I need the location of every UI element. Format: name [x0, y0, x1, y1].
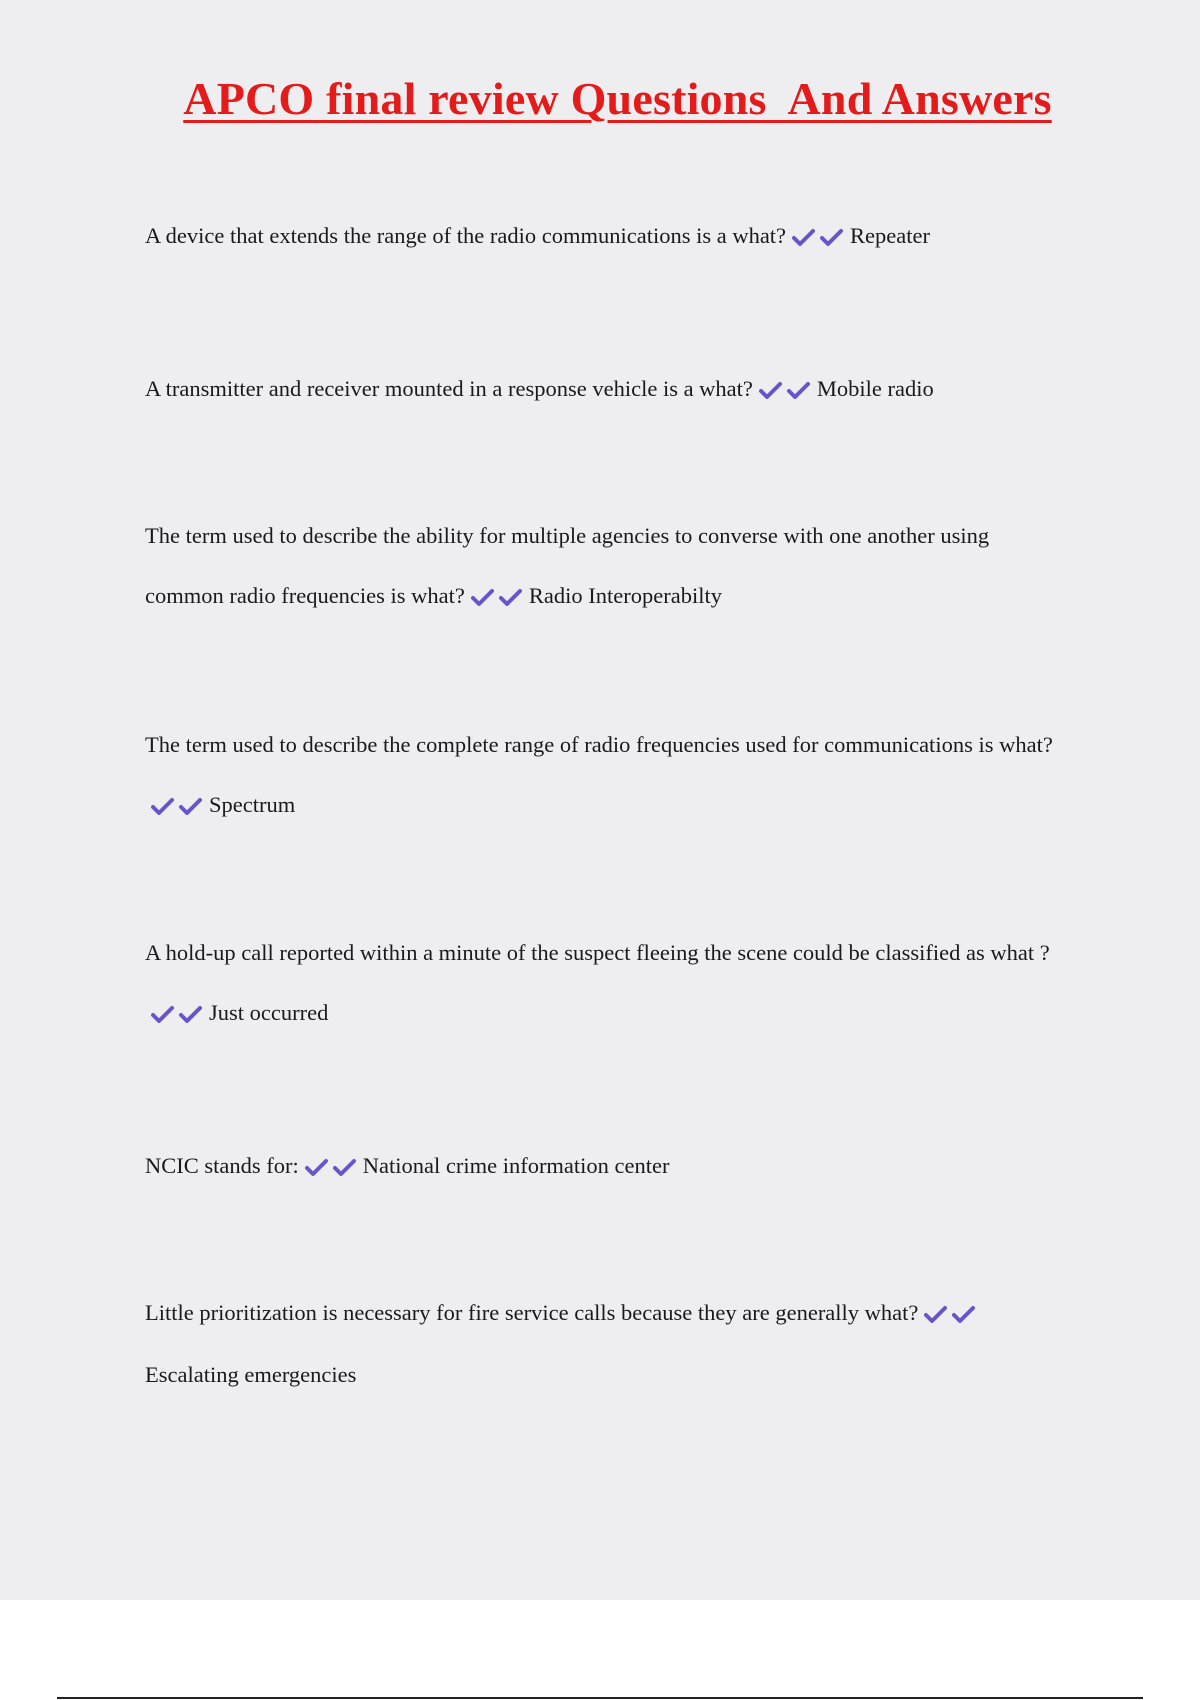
question-text: Little prioritization is necessary for fire service calls because they are generally what?: [145, 1300, 919, 1325]
question-text: NCIC stands for:: [145, 1153, 299, 1178]
answer-text: Escalating emergencies: [145, 1361, 357, 1387]
answer-text: National crime information center: [362, 1153, 670, 1178]
double-check-icon: [924, 1283, 980, 1343]
answer-text: Just occurred: [209, 1000, 329, 1025]
question-text: A hold-up call reported within a minute of the suspect fleeing the scene could be classified as what ?: [145, 940, 1050, 965]
qa-item: [145, 1136, 1065, 1198]
qa-item: [145, 715, 1065, 837]
answer-text: Radio Interoperabilty: [528, 583, 722, 608]
double-check-icon: [471, 566, 527, 626]
double-check-icon: [151, 983, 207, 1043]
answer-text: Repeater: [850, 223, 930, 248]
footer-divider: [57, 1697, 1143, 1699]
double-check-icon: [792, 206, 848, 266]
qa-item: [145, 359, 1065, 421]
question-text: A transmitter and receiver mounted in a response vehicle is a what?: [145, 376, 753, 401]
question-text: A device that extends the range of the radio communications is a what?: [145, 223, 787, 248]
question-text: The term used to describe the ability for multiple agencies to converse with one another using common radio frequencies is what?: [145, 523, 990, 608]
double-check-icon: [151, 775, 207, 835]
qa-item: [145, 1283, 1065, 1405]
double-check-icon: [305, 1136, 361, 1196]
qa-item: [145, 923, 1065, 1045]
question-text: The term used to describe the complete range of radio frequencies used for communications is what?: [145, 732, 1053, 757]
qa-item: [145, 206, 1065, 268]
document-title: APCO final review Questions And Answers: [183, 73, 1052, 124]
answer-text: Mobile radio: [816, 376, 934, 401]
answer-text: Spectrum: [209, 792, 296, 817]
double-check-icon: [759, 359, 815, 419]
qa-item: [145, 506, 1065, 628]
